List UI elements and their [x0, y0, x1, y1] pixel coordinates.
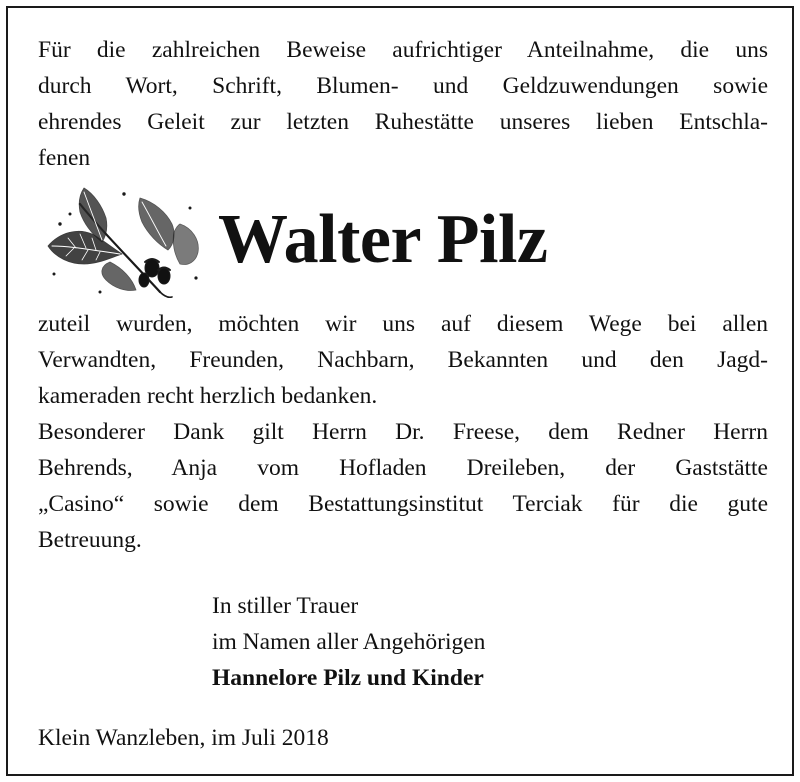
thanks-line: kameraden recht herzlich bedanken. — [38, 383, 378, 409]
thanks-line: Verwandten, Freunden, Nachbarn, Bekannten und den Jagd- — [38, 347, 768, 373]
special-thanks-line: „Casino“ sowie dem Bestattungsinstitut Terciak für die gute — [38, 491, 768, 517]
intro-line: durch Wort, Schrift, Blumen- und Geldzuwendungen sowie — [38, 73, 768, 99]
on-behalf-phrase: im Namen aller Angehörigen — [212, 629, 486, 655]
intro-paragraph — [38, 32, 768, 176]
special-thanks-line: Besonderer Dank gilt Herrn Dr. Freese, dem Redner Herrn — [38, 419, 768, 445]
oak-leaf-sprig-icon — [40, 184, 205, 300]
intro-line: Für die zahlreichen Beweise aufrichtiger Anteilnahme, die uns — [38, 37, 768, 63]
mourning-phrase: In stiller Trauer — [212, 593, 359, 619]
special-thanks-line: Betreuung. — [38, 527, 142, 553]
special-thanks-line: Behrends, Anja vom Hofladen Dreileben, der Gaststätte — [38, 455, 768, 481]
signers-name: Hannelore Pilz und Kinder — [212, 665, 484, 691]
intro-line: fenen — [38, 145, 91, 171]
name-row — [38, 184, 768, 300]
thanks-line: zuteil wurden, möchten wir uns auf diesem Wege bei allen — [38, 311, 768, 337]
place-date: Klein Wanzleben, im Juli 2018 — [38, 725, 329, 751]
special-thanks-paragraph — [38, 414, 768, 558]
deceased-name: Walter Pilz — [218, 201, 548, 278]
notice-frame — [6, 6, 794, 776]
thanks-paragraph — [38, 306, 768, 414]
signature-block — [212, 588, 485, 696]
intro-line: ehrendes Geleit zur letzten Ruhestätte unseres lieben Entschla- — [38, 109, 768, 135]
